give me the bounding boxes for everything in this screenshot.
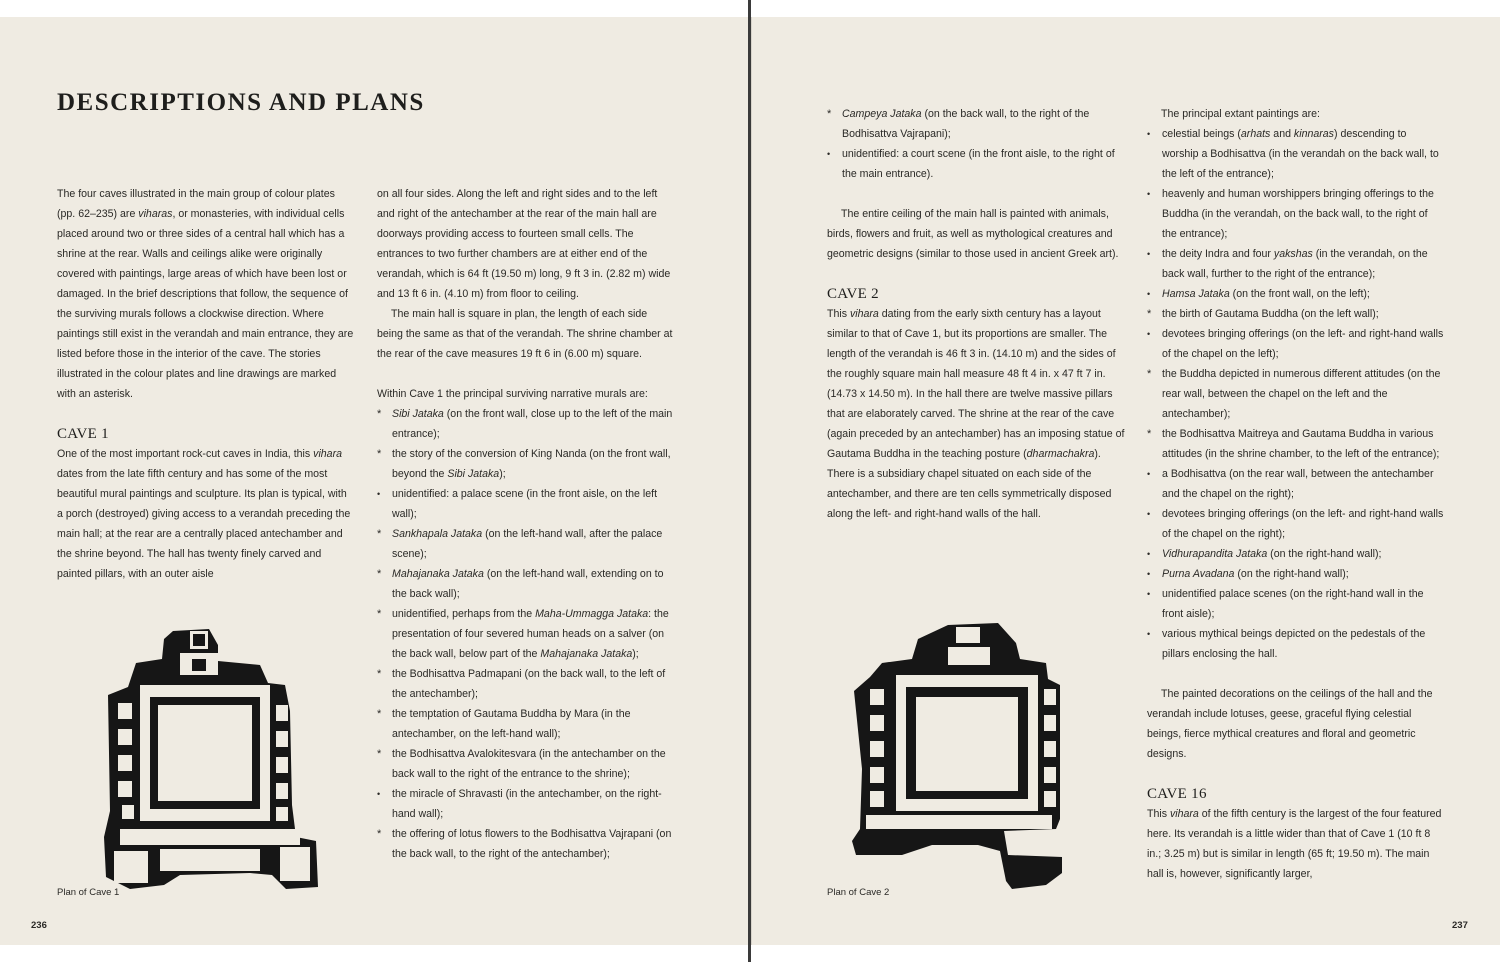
- list-item: [377, 484, 675, 524]
- left-column-2: [377, 184, 675, 864]
- list-item-text: Sankhapala Jataka (on the left-hand wall, after the palace scene);: [392, 528, 663, 560]
- list-item-text: the temptation of Gautama Buddha by Mara (in the antechamber, on the left-hand wall);: [392, 708, 631, 740]
- list-item: [827, 104, 1125, 144]
- list-item: [1147, 304, 1445, 324]
- list-item-text: devotees bringing offerings (on the left- and right-hand walls of the chapel on the left);: [1162, 328, 1444, 360]
- cave-1-mural-list: [377, 404, 675, 864]
- list-item-text: the deity Indra and four yakshas (in the verandah, on the back wall, further to the right of the entrance);: [1162, 248, 1428, 280]
- left-page: [0, 17, 749, 945]
- list-item: [1147, 584, 1445, 624]
- list-item: [377, 604, 675, 664]
- list-item-text: unidentified: a palace scene (in the front aisle, on the left wall);: [392, 488, 658, 520]
- asterisk-marker: [377, 824, 389, 844]
- list-item: [827, 144, 1125, 184]
- list-item: [1147, 504, 1445, 544]
- asterisk-marker: [377, 604, 389, 624]
- cave-1-mural-list-continued: [827, 104, 1125, 184]
- murals-lead: Within Cave 1 the principal surviving narrative murals are:: [377, 388, 648, 400]
- list-item-text: the Bodhisattva Padmapani (on the back wall, to the left of the antechamber);: [392, 668, 666, 700]
- list-item: [1147, 324, 1445, 364]
- asterisk-marker: [377, 744, 389, 764]
- cave-2-plan-caption: Plan of Cave 2: [827, 887, 890, 898]
- list-item-text: the story of the conversion of King Nanda (on the front wall, beyond the Sibi Jataka);: [392, 448, 671, 480]
- bullet-marker: [1147, 584, 1159, 604]
- asterisk-marker: [377, 664, 389, 684]
- intro-paragraph: The four caves illustrated in the main group of colour plates (pp. 62–235) are viharas, or monasteries, with individual cells placed around two or three sides of a central hall which has a shrine at the rear. Walls and ceilings alike were originally covered with paintings, large areas of which have been lost or damaged. In the brief descriptions that follow, the sequence of the surviving murals follows a clockwise direction. Where paintings still exist in the verandah and main entrance, they are listed before those in the interior of the cave. The stories illustrated in the colour plates and line drawings are marked with an asterisk.: [57, 188, 354, 400]
- asterisk-marker: [1147, 364, 1159, 384]
- asterisk-marker: [827, 104, 839, 124]
- right-column-1: [827, 104, 1125, 524]
- list-item: [1147, 284, 1445, 304]
- bullet-marker: [1147, 324, 1159, 344]
- list-item: [1147, 364, 1445, 424]
- cave-1-plan-caption: Plan of Cave 1: [57, 887, 120, 898]
- list-item: [377, 744, 675, 784]
- list-item-text: Vidhurapandita Jataka (on the right-hand wall);: [1162, 548, 1382, 560]
- list-item-text: Hamsa Jataka (on the front wall, on the left);: [1162, 288, 1370, 300]
- list-item: [1147, 624, 1445, 664]
- bullet-marker: [1147, 544, 1159, 564]
- list-item: [377, 664, 675, 704]
- page-title: DESCRIPTIONS AND PLANS: [57, 89, 425, 116]
- list-item: [1147, 184, 1445, 244]
- list-item-text: celestial beings (arhats and kinnaras) descending to worship a Bodhisattva (in the verandah on the back wall, to the left of the entrance);: [1162, 128, 1439, 180]
- list-item: [1147, 544, 1445, 564]
- list-item: [1147, 464, 1445, 504]
- bullet-marker: [1147, 464, 1159, 484]
- cave-1-paragraph: One of the most important rock-cut caves in India, this vihara dates from the late fifth century and has some of the most beautiful mural paintings and sculpture. Its plan is typical, with a porch (destroyed) giving access to a verandah preceding the main hall; at the rear are a centrally placed antechamber and the shrine beyond. The hall has twenty finely carved and painted pillars, with an outer aisle: [57, 448, 351, 580]
- cave-2-paragraph: This vihara dating from the early sixth century has a layout similar to that of Cave 1, but its proportions are smaller. The length of the verandah is 46 ft 3 in. (14.10 m) and the sides of the roughly square main hall measure 48 ft 4 in. x 47 ft 7 in. (14.73 x 14.50 m). In the hall there are twelve massive pillars that are elaborately carved. The shrine at the rear of the cave (again preceded by an antechamber) has an imposing statue of Gautama Buddha in the teaching posture (dharmachakra). There is a subsidiary chapel situated on each side of the antechamber, and there are ten cells symmetrically disposed along the left- and right-hand walls of the hall.: [827, 308, 1125, 520]
- list-item: [377, 564, 675, 604]
- page-number-left: 236: [31, 920, 47, 931]
- bullet-marker: [377, 784, 389, 804]
- list-item-text: unidentified palace scenes (on the right-hand wall in the front aisle);: [1162, 588, 1424, 620]
- list-item: [377, 444, 675, 484]
- list-item: [377, 704, 675, 744]
- right-page: [751, 17, 1500, 945]
- cave-1-heading: CAVE 1: [57, 426, 109, 442]
- page-number-right: 237: [1452, 920, 1468, 931]
- bullet-marker: [1147, 624, 1159, 644]
- list-item-text: Purna Avadana (on the right-hand wall);: [1162, 568, 1349, 580]
- cave-2-heading: CAVE 2: [827, 286, 879, 302]
- asterisk-marker: [377, 524, 389, 544]
- bullet-marker: [1147, 124, 1159, 144]
- cave-2-paintings-list: [1147, 124, 1445, 664]
- list-item-text: devotees bringing offerings (on the left- and right-hand walls of the chapel on the right);: [1162, 508, 1444, 540]
- list-item-text: the birth of Gautama Buddha (on the left wall);: [1162, 308, 1379, 320]
- bullet-marker: [1147, 564, 1159, 584]
- list-item: [1147, 124, 1445, 184]
- asterisk-marker: [1147, 424, 1159, 444]
- list-item-text: the Bodhisattva Avalokitesvara (in the antechamber on the back wall to the right of the entrance to the shrine);: [392, 748, 666, 780]
- list-item-text: the offering of lotus flowers to the Bodhisattva Vajrapani (on the back wall, to the right of the antechamber);: [392, 828, 672, 860]
- principal-paintings-lead: The principal extant paintings are:: [1161, 108, 1320, 120]
- list-item-text: the Buddha depicted in numerous different attitudes (on the rear wall, between the chapel on the left and the antechamber);: [1162, 368, 1441, 420]
- verandah-paragraph: on all four sides. Along the left and right sides and to the left and right of the antechamber at the rear of the main hall are doorways providing access to fourteen small cells. The entrances to two further chambers are at either end of the verandah, which is 64 ft (19.50 m) long, 9 ft 3 in. (2.82 m) wide and 13 ft 6 in. (4.10 m) from floor to ceiling.: [377, 188, 671, 300]
- asterisk-marker: [377, 704, 389, 724]
- cave-2-plan-image: [848, 619, 1078, 889]
- asterisk-marker: [377, 564, 389, 584]
- list-item: [1147, 424, 1445, 464]
- list-item-text: various mythical beings depicted on the pedestals of the pillars enclosing the hall.: [1162, 628, 1426, 660]
- list-item-text: Mahajanaka Jataka (on the left-hand wall, extending on to the back wall);: [392, 568, 664, 600]
- list-item-text: Campeya Jataka (on the back wall, to the right of the Bodhisattva Vajrapani);: [842, 108, 1090, 140]
- list-item: [377, 524, 675, 564]
- list-item-text: Sibi Jataka (on the front wall, close up to the left of the main entrance);: [392, 408, 673, 440]
- right-column-2: [1147, 104, 1445, 884]
- bullet-marker: [827, 144, 839, 164]
- list-item: [377, 784, 675, 824]
- cave-1-plan-image: [100, 625, 325, 893]
- asterisk-marker: [1147, 304, 1159, 324]
- list-item-text: unidentified, perhaps from the Maha-Ummagga Jataka: the presentation of four severed human heads on a salver (on the back wall, below part of the Mahajanaka Jataka);: [392, 608, 669, 660]
- list-item-text: the Bodhisattva Maitreya and Gautama Buddha in various attitudes (in the shrine chamber, to the left of the entrance);: [1162, 428, 1440, 460]
- asterisk-marker: [377, 444, 389, 464]
- bullet-marker: [1147, 184, 1159, 204]
- list-item: [1147, 244, 1445, 284]
- left-column-1: [57, 184, 355, 584]
- asterisk-marker: [377, 404, 389, 424]
- bullet-marker: [1147, 284, 1159, 304]
- cave-2-ceiling-paragraph: The painted decorations on the ceilings of the hall and the verandah include lotuses, geese, graceful flying celestial beings, fierce mythical creatures and floral and geometric designs.: [1147, 688, 1433, 760]
- main-hall-paragraph: The main hall is square in plan, the length of each side being the same as that of the verandah. The shrine chamber at the rear of the cave measures 19 ft 6 in (6.00 m) square.: [377, 308, 673, 360]
- cave-1-ceiling-paragraph: The entire ceiling of the main hall is painted with animals, birds, flowers and fruit, as well as mythological creatures and geometric designs (similar to those used in ancient Greek art).: [827, 208, 1119, 260]
- cave-16-heading: CAVE 16: [1147, 786, 1207, 802]
- list-item: [377, 404, 675, 444]
- bullet-marker: [377, 484, 389, 504]
- list-item-text: a Bodhisattva (on the rear wall, between the antechamber and the chapel on the right);: [1162, 468, 1434, 500]
- bullet-marker: [1147, 244, 1159, 264]
- list-item-text: the miracle of Shravasti (in the antechamber, on the right-hand wall);: [392, 788, 662, 820]
- list-item-text: heavenly and human worshippers bringing offerings to the Buddha (in the verandah, on the back wall, to the right of the entrance);: [1162, 188, 1434, 240]
- list-item-text: unidentified: a court scene (in the front aisle, to the right of the main entrance).: [842, 148, 1115, 180]
- cave-16-paragraph: This vihara of the fifth century is the largest of the four featured here. Its verandah is a little wider than that of Cave 1 (10 ft 8 in.; 3.25 m) but is similar in length (65 ft; 19.50 m). The main hall is, however, significantly larger,: [1147, 808, 1442, 880]
- list-item: [377, 824, 675, 864]
- list-item: [1147, 564, 1445, 584]
- bullet-marker: [1147, 504, 1159, 524]
